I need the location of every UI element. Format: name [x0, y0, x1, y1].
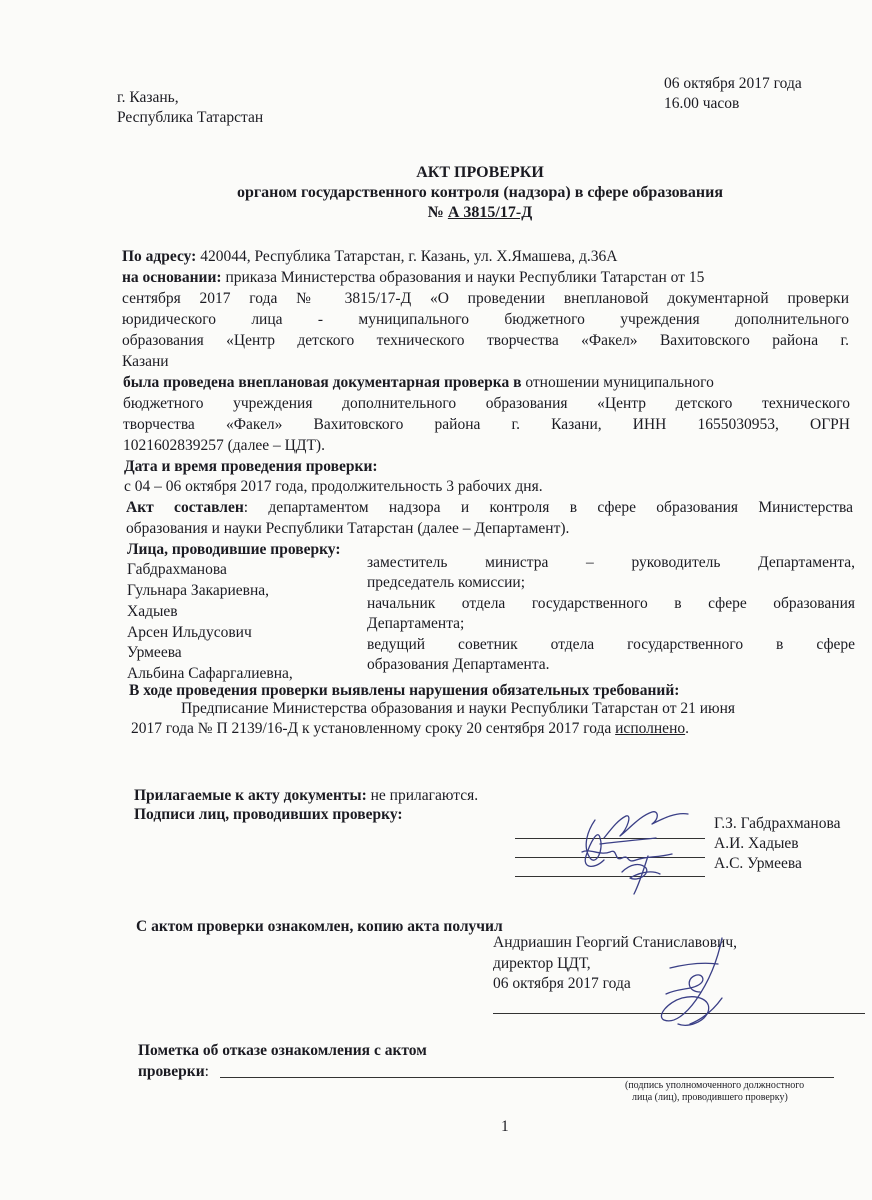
recipient-name: Андриашин Георгий Станиславович, — [493, 934, 737, 951]
basis-label: на основании: — [122, 269, 222, 286]
violations-label-text: В ходе проведения проверки выявлены нарушения обязательных требований: — [129, 682, 680, 699]
refusal-caption-2: лица (лиц), проводившего проверку) — [632, 1092, 788, 1103]
refusal-colon: : — [204, 1063, 209, 1080]
address-value: 420044, Республика Татарстан, г. Казань, ул. Х.Ямашева, д.36А — [196, 248, 618, 265]
refusal-text-1: Пометка об отказе ознакомления с актом — [138, 1042, 427, 1059]
inspectors-signatures-image — [560, 798, 710, 898]
signatures-label — [134, 805, 403, 825]
inspector-role-5: ведущий советник отдела государственного в сфере — [367, 636, 855, 653]
basis-line-2: сентября 2017 года № 3815/17-Д «О проведении внеплановой документарной проверки — [122, 290, 849, 307]
inspector-name-4: Арсен Ильдусович — [127, 624, 252, 641]
compiled-label: Акт составлен — [126, 499, 244, 516]
inspection-line-4: 1021602839257 (далее – ЦДТ). — [123, 437, 325, 454]
basis-text-1: приказа Министерства образования и науки Республики Татарстан от 15 — [221, 269, 705, 286]
place-city: г. Казань, — [117, 89, 179, 106]
datetime-label-text: Дата и время проведения проверки: — [124, 458, 378, 475]
signatures-label-text: Подписи лиц, проводивших проверку: — [134, 806, 403, 823]
signer-name-2: А.И. Хадыев — [714, 835, 799, 852]
inspection-line-3: творчества «Факел» Вахитовского района г. Казани, ИНН 1655030953, ОГРН — [123, 416, 850, 433]
document-number — [100, 203, 860, 223]
act-date: 06 октября 2017 года — [664, 75, 802, 92]
document-subtitle: органом государственного контроля (надзора) в сфере образования — [237, 184, 723, 201]
violations-line-1: Предписание Министерства образования и науки Республики Татарстан от 21 июня — [181, 700, 736, 717]
refusal-signature-line — [220, 1077, 834, 1078]
number-value: А 3815/17-Д — [447, 204, 533, 221]
inspection-line-1 — [123, 373, 714, 393]
inspector-name-1: Габдрахманова — [127, 561, 227, 578]
acknowledgement-label — [136, 917, 503, 937]
acknowledgement-label-text: С актом проверки ознакомлен, копию акта получил — [136, 918, 503, 935]
inspector-role-3: начальник отдела государственного в сфере образования — [367, 595, 855, 612]
document-title: АКТ ПРОВЕРКИ — [416, 164, 544, 181]
place-republic: Республика Татарстан — [117, 109, 264, 126]
signer-name-3: А.С. Урмеева — [714, 855, 802, 872]
basis-line-4: образования «Центр детского технического творчества «Факел» Вахитовского района г. — [122, 332, 849, 349]
violations-label — [129, 681, 679, 701]
act-time: 16.00 часов — [664, 95, 740, 112]
inspector-role-4: Департамента; — [367, 615, 465, 632]
address-line — [122, 247, 617, 267]
violation-status: исполнено — [615, 720, 686, 737]
inspector-name-3: Хадыев — [127, 603, 178, 620]
inspectors-label-text: Лица, проводившие проверку: — [127, 541, 341, 558]
inspector-role-6: образования Департамента. — [367, 656, 550, 673]
page-number: 1 — [501, 1118, 509, 1135]
basis-line-1 — [122, 268, 704, 288]
inspector-role-2: председатель комиссии; — [367, 574, 526, 591]
inspector-name-2: Гульнара Закариевна, — [127, 582, 270, 599]
datetime-label — [124, 457, 378, 477]
refusal-line-1 — [138, 1041, 427, 1061]
attachments-label: Прилагаемые к акту документы: — [134, 787, 367, 804]
inspector-name-5: Урмеева — [127, 644, 182, 661]
refusal-text-2: проверки — [138, 1063, 205, 1080]
signer-name-1: Г.З. Габдрахманова — [714, 815, 841, 832]
inspector-role-1: заместитель министра – руководитель Департамента, — [367, 554, 855, 571]
violations-text-2: 2017 года № П 2139/16-Д к установленному сроку 20 сентября 2017 года — [131, 720, 616, 737]
refusal-caption-1: (подпись уполномоченного должностного — [625, 1080, 805, 1091]
compiled-line-2: образования и науки Республики Татарстан (далее – Департамент). — [126, 520, 570, 537]
recipient-date: 06 октября 2017 года — [493, 975, 631, 992]
violations-end: . — [685, 720, 689, 737]
basis-line-5: Казани — [122, 353, 169, 370]
inspector-name-6: Альбина Сафаргалиевна, — [127, 665, 293, 682]
number-prefix: № — [427, 204, 448, 221]
recipient-signature-image — [630, 928, 750, 1038]
address-label: По адресу: — [122, 248, 197, 265]
compiled-line-1 — [126, 498, 853, 518]
attachments-value: не прилагаются. — [366, 787, 479, 804]
violations-line-2 — [131, 719, 689, 739]
basis-line-3: юридического лица - муниципального бюджетного учреждения дополнительного — [122, 311, 849, 328]
recipient-position: директор ЦДТ, — [493, 955, 591, 972]
refusal-line-2 — [138, 1062, 209, 1082]
inspection-text-1: отношении муниципального — [521, 374, 714, 391]
inspectors-label — [127, 540, 341, 560]
compiled-text-1: : департаментом надзора и контроля в сфере образования Министерства — [243, 499, 853, 516]
datetime-value: с 04 – 06 октября 2017 года, продолжительность 3 рабочих дня. — [124, 478, 543, 495]
inspection-line-2: бюджетного учреждения дополнительного образования «Центр детского технического — [123, 395, 850, 412]
inspection-label: была проведена внеплановая документарная проверка в — [123, 374, 522, 391]
attachments-line — [134, 786, 478, 806]
